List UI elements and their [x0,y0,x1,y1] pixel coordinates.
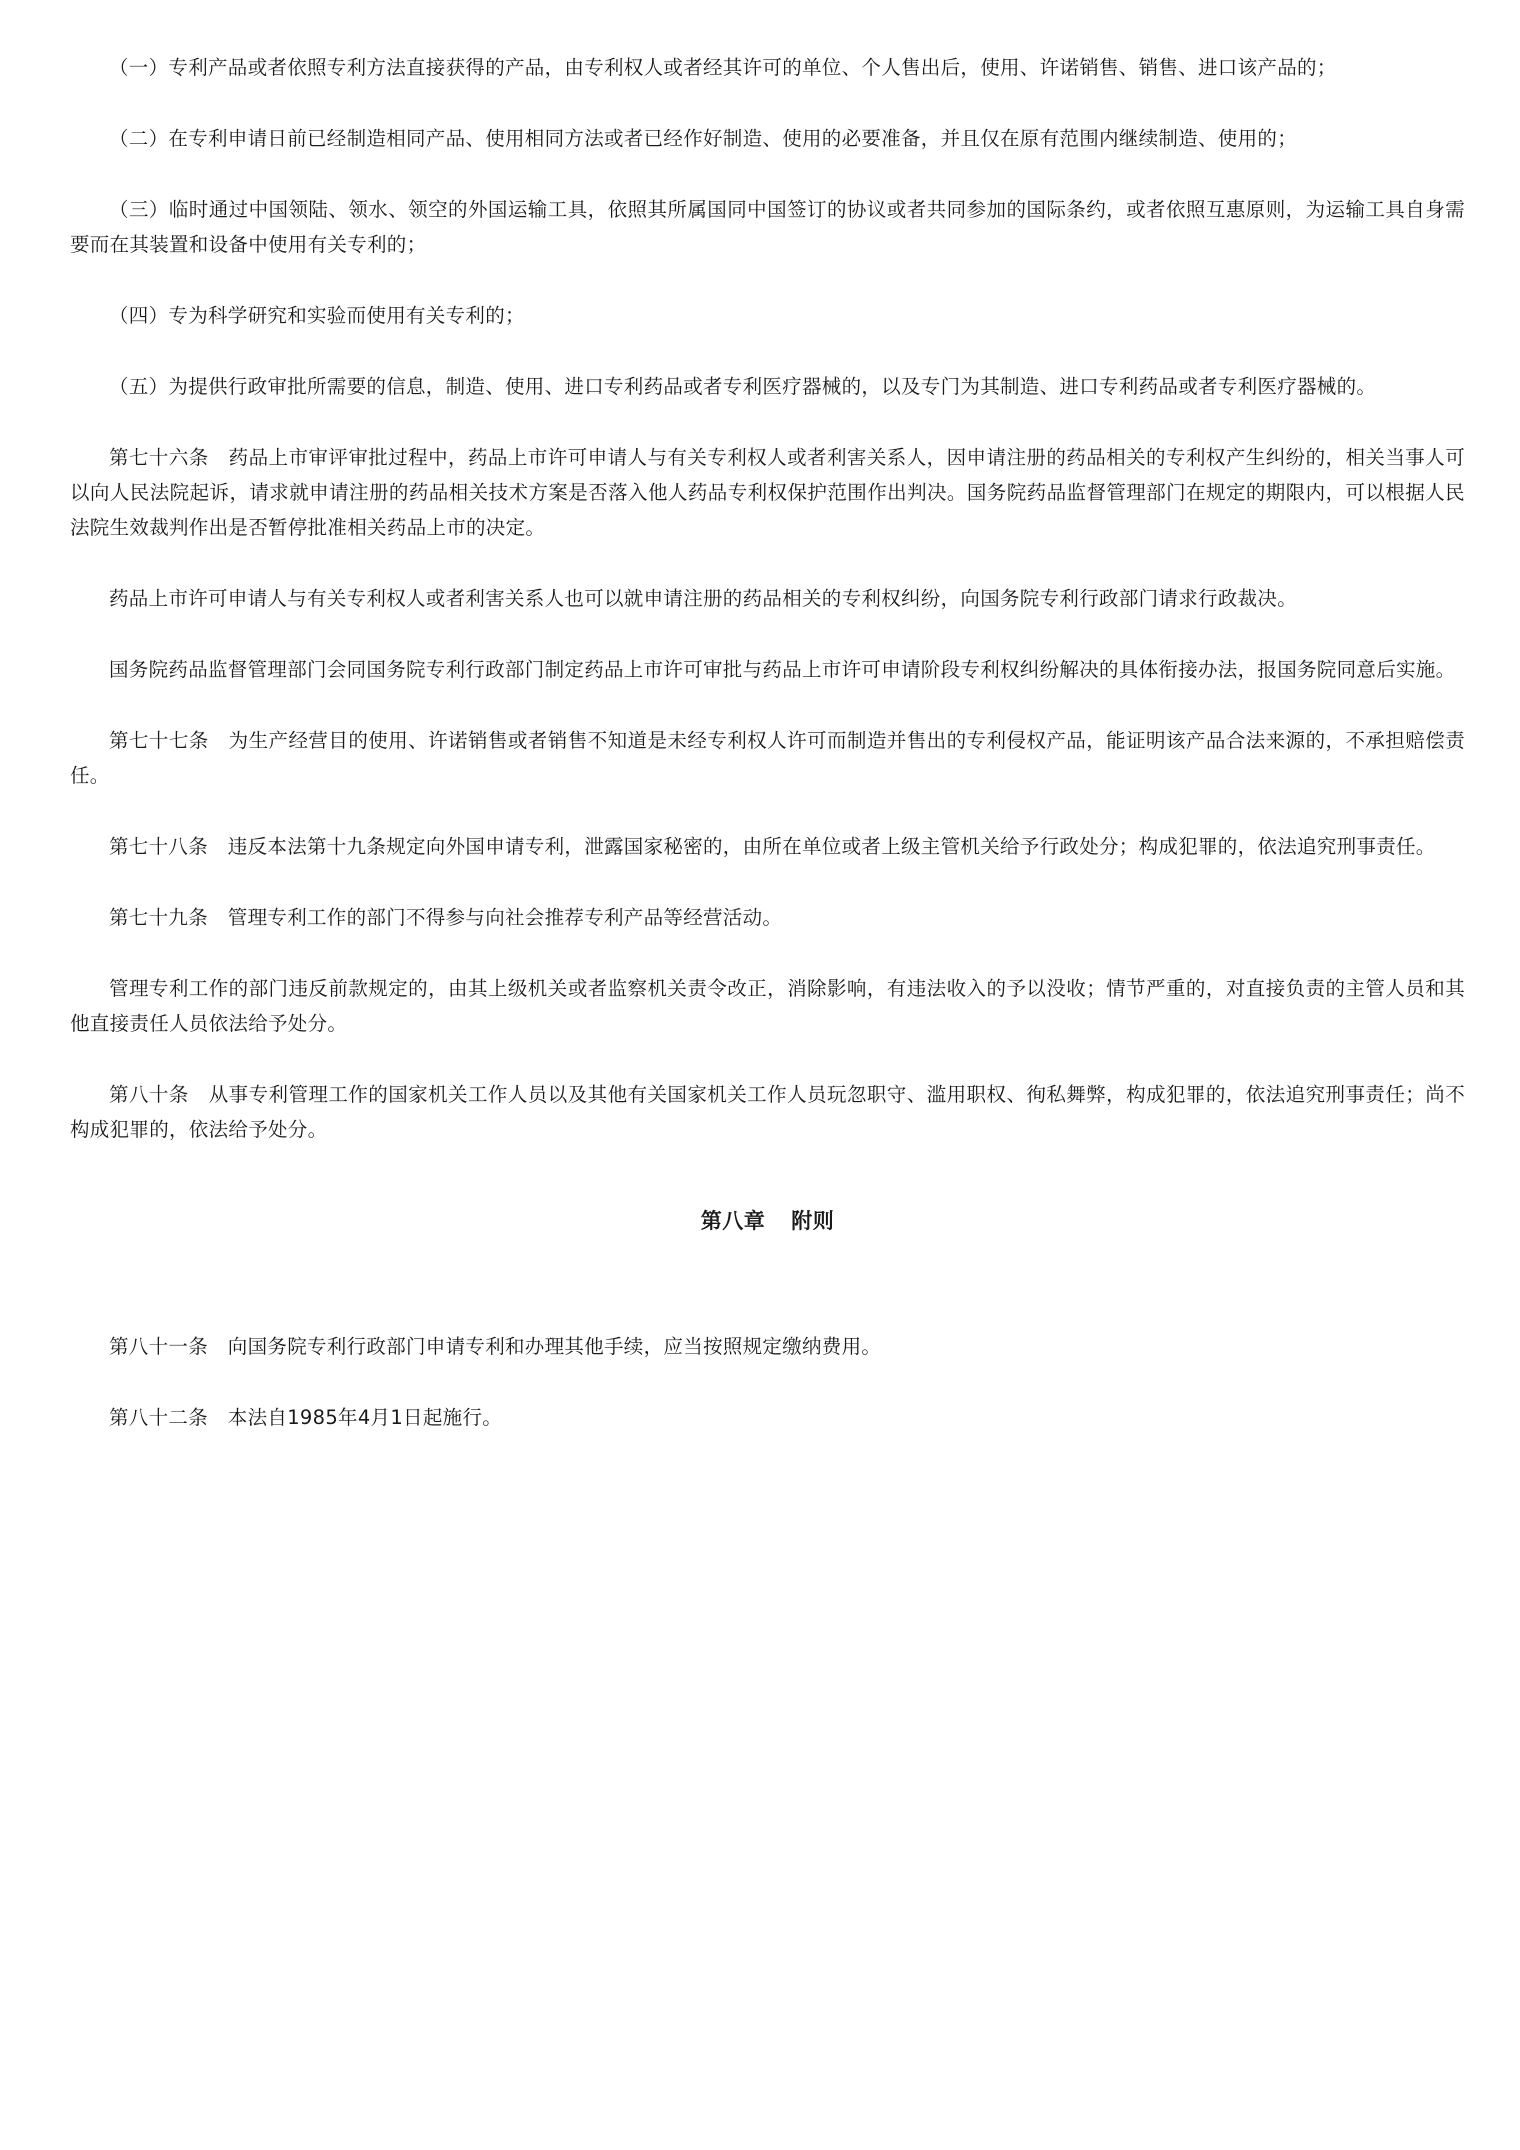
article-82: 第八十二条 本法自1985年4月1日起施行。 [109,1406,503,1429]
article-76-para-3: 国务院药品监督管理部门会同国务院专利行政部门制定药品上市许可审批与药品上市许可申请阶段专利权纠纷解决的具体衔接办法，报国务院同意后实施。 [109,658,1456,681]
chapter-heading [70,1205,1465,1235]
chapter-title: 附则 [791,1209,835,1233]
paragraph-item-5: （五）为提供行政审批所需要的信息，制造、使用、进口专利药品或者专利医疗器械的，以及专门为其制造、进口专利药品或者专利医疗器械的。 [109,375,1377,398]
document-page [70,50,1465,1471]
article-76-para-2: 药品上市许可申请人与有关专利权人或者利害关系人也可以就申请注册的药品相关的专利权纠纷，向国务院专利行政部门请求行政裁决。 [109,587,1298,610]
paragraph-item-3: （三）临时通过中国领陆、领水、领空的外国运输工具，依照其所属国同中国签订的协议或者共同参加的国际条约，或者依照互惠原则，为运输工具自身需要而在其装置和设备中使用有关专利的； [70,198,1465,256]
paragraph-item-1: （一）专利产品或者依照专利方法直接获得的产品，由专利权人或者经其许可的单位、个人售出后，使用、许诺销售、销售、进口该产品的； [109,56,1337,79]
article-81: 第八十一条 向国务院专利行政部门申请专利和办理其他手续，应当按照规定缴纳费用。 [109,1335,882,1358]
paragraph-item-4: （四）专为科学研究和实验而使用有关专利的； [109,304,525,327]
article-77: 第七十七条 为生产经营目的使用、许诺销售或者销售不知道是未经专利权人许可而制造并售出的专利侵权产品，能证明该产品合法来源的，不承担赔偿责任。 [70,729,1465,787]
article-79-para-2: 管理专利工作的部门违反前款规定的，由其上级机关或者监察机关责令改正，消除影响，有违法收入的予以没收；情节严重的，对直接负责的主管人员和其他直接责任人员依法给予处分。 [70,977,1465,1035]
article-79: 第七十九条 管理专利工作的部门不得参与向社会推荐专利产品等经营活动。 [109,906,783,929]
chapter-number: 第八章 [700,1209,766,1233]
paragraph-item-2: （二）在专利申请日前已经制造相同产品、使用相同方法或者已经作好制造、使用的必要准备，并且仅在原有范围内继续制造、使用的； [109,127,1298,150]
article-78: 第七十八条 违反本法第十九条规定向外国申请专利，泄露国家秘密的，由所在单位或者上级主管机关给予行政处分；构成犯罪的，依法追究刑事责任。 [109,835,1436,858]
article-76: 第七十六条 药品上市审评审批过程中，药品上市许可申请人与有关专利权人或者利害关系人，因申请注册的药品相关的专利权产生纠纷的，相关当事人可以向人民法院起诉，请求就申请注册的药品相关技术方案是否落入他人药品专利权保护范围作出判决。国务院药品监督管理部门在规定的期限内，可以根据人民法院生效裁判作出是否暂停批准相关药品上市的决定。 [70,446,1465,539]
article-80: 第八十条 从事专利管理工作的国家机关工作人员以及其他有关国家机关工作人员玩忽职守、滥用职权、徇私舞弊，构成犯罪的，依法追究刑事责任；尚不构成犯罪的，依法给予处分。 [70,1083,1465,1141]
